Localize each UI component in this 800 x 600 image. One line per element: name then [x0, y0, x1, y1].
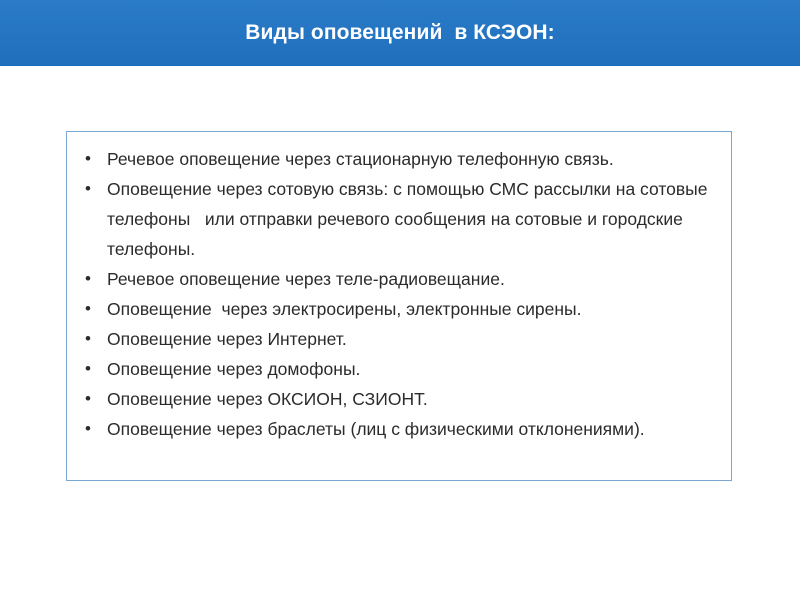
- list-item-text: Речевое оповещение через стационарную телефонную связь.: [107, 149, 614, 169]
- list-item: [83, 414, 719, 444]
- bullet-icon: •: [85, 269, 91, 288]
- list-item-text: Оповещение через домофоны.: [107, 359, 361, 379]
- content-box: [66, 131, 732, 481]
- list-item: [83, 384, 719, 414]
- bullet-icon: •: [85, 419, 91, 438]
- list-item: [83, 324, 719, 354]
- list-item-text: Оповещение через браслеты (лиц с физическими отклонениями).: [107, 419, 645, 439]
- list-item: [83, 354, 719, 384]
- list-item-text: Оповещение через электросирены, электронные сирены.: [107, 299, 582, 319]
- list-item-text: Оповещение через ОКСИОН, СЗИОНТ.: [107, 389, 428, 409]
- bullet-icon: •: [85, 329, 91, 348]
- bullet-icon: •: [85, 299, 91, 318]
- bullet-icon: •: [85, 389, 91, 408]
- list-item-text: Оповещение через Интернет.: [107, 329, 347, 349]
- bullet-list: [83, 144, 719, 444]
- list-item: [83, 174, 719, 264]
- bullet-icon: •: [85, 149, 91, 168]
- bullet-icon: •: [85, 179, 91, 198]
- list-item: [83, 294, 719, 324]
- list-item-text: Оповещение через сотовую связь: с помощью СМС рассылки на сотовые телефоны или отправки речевого сообщения на сотовые и городские телефоны.: [107, 179, 713, 259]
- list-item: [83, 144, 719, 174]
- list-item: [83, 264, 719, 294]
- slide-title: Виды оповещений в КСЭОН:: [245, 21, 555, 44]
- list-item-text: Речевое оповещение через теле-радиовещание.: [107, 269, 505, 289]
- bullet-icon: •: [85, 359, 91, 378]
